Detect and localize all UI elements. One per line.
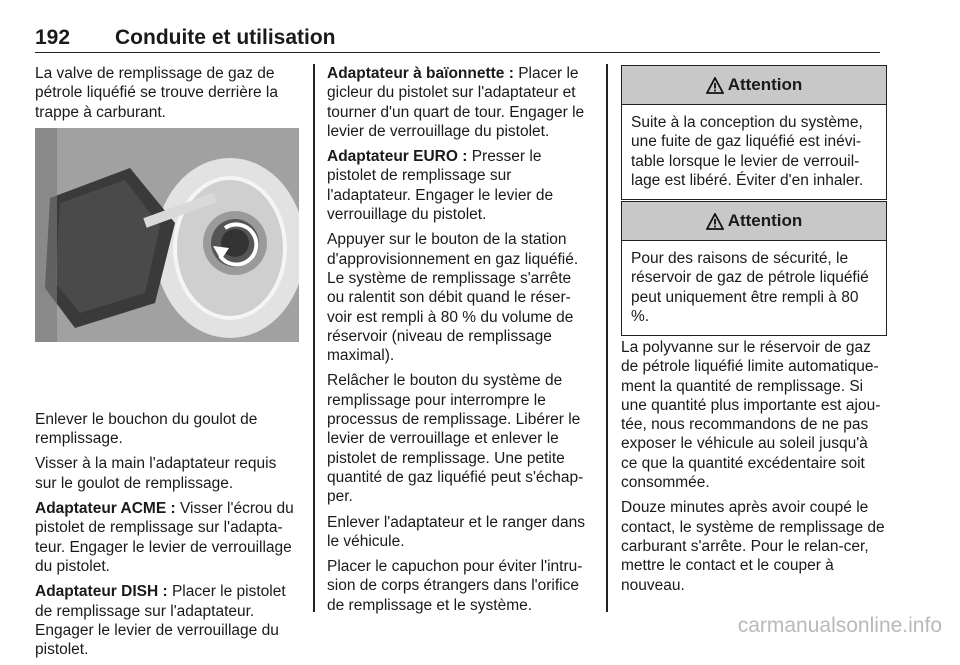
paragraph: La valve de remplissage de gaz de pétrole liquéfié se trouve derrière la trappe à carburant.	[35, 65, 278, 121]
attention-text: Pour des raisons de sécurité, le réservoir de gaz de pétrole liquéfié peut uniquement être rempli à 80 %.	[631, 250, 869, 325]
paragraph: La polyvanne sur le réservoir de gaz de pétrole liquéfié limite automatique-ment la quantité de remplissage. Si une quantité plus importante est ajou-tée, nous recommandons de ne pas exposer le véhicule au soleil jusqu'à ce que la quantité excédentaire soit consommée.	[621, 339, 881, 492]
attention-box	[621, 65, 887, 200]
page-header	[35, 26, 880, 53]
paragraph: Placer le capuchon pour éviter l'intru-sion de corps étrangers dans l'orifice de remplissage et le système.	[327, 558, 583, 614]
term-text: Placer le gicleur du pistolet sur l'adaptateur et tourner d'un quart de tour. Engager le levier de verrouillage du pistolet.	[327, 65, 585, 140]
attention-title: Attention	[727, 75, 803, 94]
term-label: Adaptateur ACME :	[35, 500, 176, 518]
warning-triangle-icon	[706, 77, 724, 94]
attention-box	[621, 201, 887, 336]
paragraph: Visser à la main l'adaptateur requis sur le goulot de remplissage.	[35, 455, 277, 492]
paragraph	[35, 582, 301, 659]
watermark: carmanualsonline.info	[737, 614, 942, 637]
term-label: Adaptateur à baïonnette :	[327, 65, 514, 82]
attention-text: Suite à la conception du système, une fuite de gaz liquéfié est inévi-table lorsque le levier de verrouil-lage est libéré. Éviter d'en inhaler.	[631, 114, 864, 189]
paragraph: Relâcher le bouton du système de remplissage pour interrompre le processus de remplissage. Libérer le levier de verrouillage et enlever le pistolet de remplissage. Une petite quantité de gaz liquéfié peut s'échap-per.	[327, 372, 584, 506]
term-label: Adaptateur DISH :	[35, 583, 168, 601]
page-number: 192	[35, 26, 71, 49]
column-right	[621, 338, 887, 601]
fuel-flap-illustration	[35, 128, 299, 342]
paragraph: Enlever le bouchon du goulot de remplissage.	[35, 410, 258, 448]
paragraph: Douze minutes après avoir coupé le contact, le système de remplissage de carburant s'arrête. Pour le relan-cer, mettre le contact et le couper à nouveau.	[621, 499, 885, 594]
paragraph	[35, 499, 301, 576]
paragraph: Enlever l'adaptateur et le ranger dans le véhicule.	[327, 513, 586, 550]
column-middle	[327, 64, 591, 621]
attention-header	[622, 66, 886, 105]
attention-title: Attention	[727, 211, 803, 230]
column-divider	[606, 64, 608, 612]
term-text: Presser le pistolet de remplissage sur l'adaptateur. Engager le levier de verrouillage du pistolet.	[327, 148, 554, 224]
paragraph	[327, 147, 591, 224]
paragraph: Appuyer sur le bouton de la station d'approvisionnement en gaz liquéfié. Le système de remplissage s'arrête ou ralentit son débit quand le réser-voir est rempli à 80 % du volume de réservoir (niveau de remplissage maximal).	[327, 231, 579, 365]
term-text: Visser l'écrou du pistolet de remplissage sur l'adapta-teur. Engager le levier de verrouillage du pistolet.	[35, 500, 294, 575]
term-label: Adaptateur EURO :	[327, 148, 468, 166]
warning-triangle-icon	[706, 213, 724, 230]
paragraph	[327, 64, 591, 141]
chapter-title: Conduite et utilisation	[115, 26, 336, 49]
column-divider	[313, 64, 315, 612]
term-text: Placer le pistolet de remplissage sur l'adaptateur. Engager le levier de verrouillage du pistolet.	[35, 583, 286, 659]
attention-header	[622, 202, 886, 241]
